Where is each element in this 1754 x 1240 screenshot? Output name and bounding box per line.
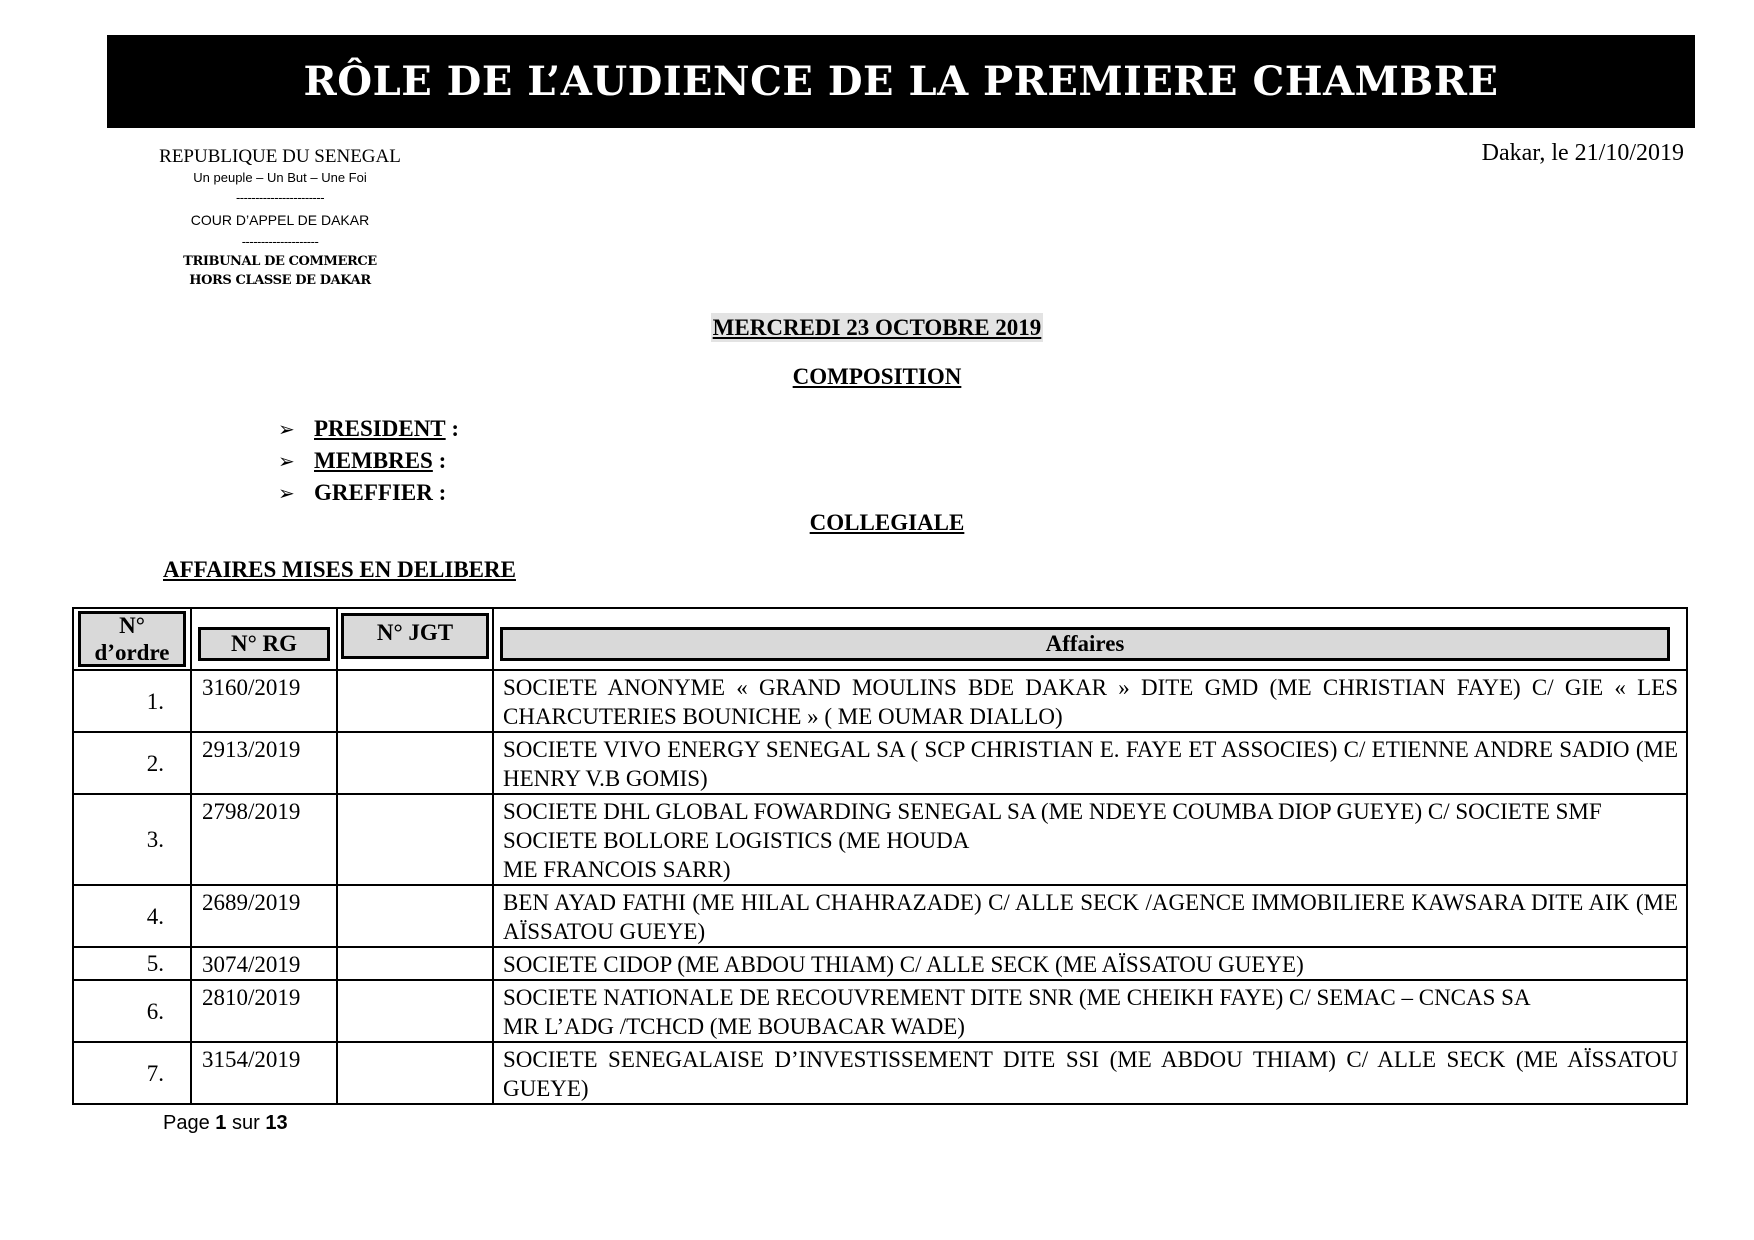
tribunal-name-line2: HORS CLASSE DE DAKAR [189,273,371,288]
rg-cell: 3154/2019 [191,1042,337,1104]
rg-cell: 3074/2019 [191,947,337,980]
affair-cell [493,947,1687,980]
table-row [73,1042,1687,1104]
column-header-affairs [493,608,1687,670]
affair-line: SOCIETE SENEGALAISE D’INVESTISSEMENT DITE SSI (ME ABDOU THIAM) C/ ALLE SECK (ME AÏSSATOU GUEYE) [503,1047,1678,1101]
order-cell: 3. [73,794,191,885]
table-row [73,947,1687,980]
affair-line: SOCIETE DHL GLOBAL FOWARDING SENEGAL SA (ME NDEYE COUMBA DIOP GUEYE) C/ SOCIETE SMF [503,799,1602,824]
order-header-line1: N° [119,613,145,638]
hearing-date-text: MERCREDI 23 OCTOBRE 2019 [712,315,1042,340]
affair-cell [493,670,1687,732]
composition-title: COMPOSITION [792,364,962,389]
table-row [73,732,1687,794]
page-number: 1 [215,1112,227,1134]
table-header-row [73,608,1687,670]
order-header-line2: d’ordre [94,640,170,665]
hearing-date [0,315,1754,341]
role-president [278,413,459,445]
rg-cell: 3160/2019 [191,670,337,732]
order-header-box [78,611,186,667]
affair-cell [493,885,1687,947]
table-row [73,885,1687,947]
affair-line: SOCIETE NATIONALE DE RECOUVREMENT DITE SNR (ME CHEIKH FAYE) C/ SEMAC – CNCAS SA [503,985,1531,1010]
role-suffix: : [445,416,460,441]
column-header-rg [191,608,337,670]
arrow-bullet-icon: ➢ [278,417,295,441]
table-row [73,980,1687,1042]
rg-cell: 2810/2019 [191,980,337,1042]
rg-cell: 2913/2019 [191,732,337,794]
separator: -------------------- [241,234,319,249]
jgt-cell [337,1042,493,1104]
table-row [73,794,1687,885]
role-clerk [278,477,459,509]
affair-line: SOCIETE ANONYME « GRAND MOULINS BDE DAKAR » DITE GMD (ME CHRISTIAN FAYE) C/ GIE « LES CHARCUTERIES BOUNICHE » ( ME OUMAR DIALLO) [503,675,1678,729]
affair-line: SOCIETE BOLLORE LOGISTICS (ME HOUDA [503,828,970,853]
rg-cell: 2798/2019 [191,794,337,885]
of-word: sur [231,1112,260,1134]
jgt-cell [337,885,493,947]
arrow-bullet-icon: ➢ [278,449,295,473]
jgt-cell [337,794,493,885]
order-cell: 1. [73,670,191,732]
table-row [73,670,1687,732]
section-title: AFFAIRES MISES EN DELIBERE [163,557,516,582]
affairs-header-box: Affaires [500,627,1670,661]
affair-line: SOCIETE CIDOP (ME ABDOU THIAM) C/ ALLE SECK (ME AÏSSATOU GUEYE) [503,952,1304,977]
order-cell: 7. [73,1042,191,1104]
affair-cell [493,1042,1687,1104]
order-cell: 5. [73,947,191,980]
court-name: COUR D’APPEL DE DAKAR [190,212,370,228]
page-footer [163,1112,288,1135]
issuer-block [150,146,410,290]
affair-cell [493,980,1687,1042]
composition-list [278,413,459,509]
page-word: Page [163,1112,210,1134]
rg-header-box: N° RG [198,627,330,661]
jgt-cell [337,980,493,1042]
rg-cell: 2689/2019 [191,885,337,947]
affair-line: MR L’ADG /TCHCD (ME BOUBACAR WADE) [503,1014,965,1039]
column-header-jgt [337,608,493,670]
role-members [278,445,459,477]
role-label: PRESIDENT [314,416,446,441]
jgt-header-box: N° JGT [341,613,489,659]
affair-line: BEN AYAD FATHI (ME HILAL CHAHRAZADE) C/ ALLE SECK /AGENCE IMMOBILIERE KAWSARA DITE AIK (ME AÏSSATOU GUEYE) [503,890,1678,944]
formation-title: COLLEGIALE [809,510,965,535]
separator: ----------------------- [235,190,325,205]
affair-cell [493,794,1687,885]
total-pages: 13 [265,1112,288,1134]
affair-line: SOCIETE VIVO ENERGY SENEGAL SA ( SCP CHRISTIAN E. FAYE ET ASSOCIES) C/ ETIENNE ANDRE SADIO (ME HENRY V.B GOMIS) [503,737,1678,791]
cases-table [72,607,1688,1105]
place-and-date: Dakar, le 21/10/2019 [1481,140,1684,166]
role-suffix: : [432,448,447,473]
order-cell: 6. [73,980,191,1042]
column-header-order [73,608,191,670]
jgt-cell [337,732,493,794]
jgt-cell [337,947,493,980]
affair-line: ME FRANCOIS SARR) [503,857,731,882]
republic-name: REPUBLIQUE DU SENEGAL [159,146,401,167]
role-label: MEMBRES [314,448,433,473]
role-label: GREFFIER : [314,480,447,505]
cases-table-body [73,670,1687,1104]
order-cell: 2. [73,732,191,794]
jgt-cell [337,670,493,732]
title-banner [107,35,1695,128]
national-motto: Un peuple – Un But – Une Foi [193,170,367,185]
document-title: RÔLE DE L’AUDIENCE DE LA PREMIERE CHAMBRE [303,58,1499,105]
arrow-bullet-icon: ➢ [278,481,295,505]
order-cell: 4. [73,885,191,947]
affair-cell [493,732,1687,794]
tribunal-name-line1: TRIBUNAL DE COMMERCE [183,254,377,269]
